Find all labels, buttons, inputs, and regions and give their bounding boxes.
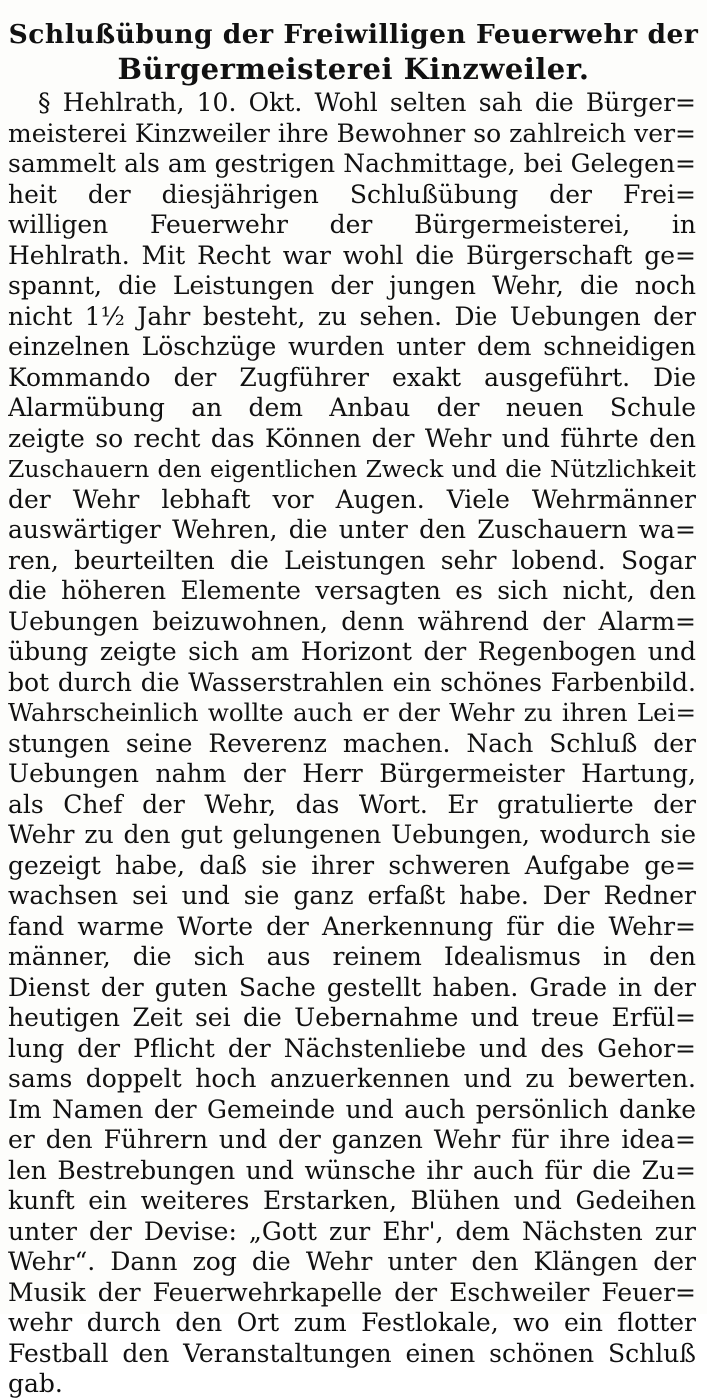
text-line: Uebungen beizuwohnen, denn während der Alarm=	[8, 606, 696, 636]
text-line: Kommando der Zugführer exakt ausgeführt. Die	[8, 362, 696, 392]
headline-line-2: Bürgermeisterei Kinzweiler.	[117, 52, 590, 86]
headline-line-1: Schlußübung der Freiwilligen Feuerwehr der	[8, 19, 699, 50]
text-line: fand warme Worte der Anerkennung für die Wehr=	[8, 911, 696, 941]
text-line: unter der Devise: „Gott zur Ehr', dem Nächsten zur	[8, 1216, 696, 1246]
text-line: § Hehlrath, 10. Okt. Wohl selten sah die Bürger=	[38, 88, 696, 117]
text-line: ren, beurteilten die Leistungen sehr lobend. Sogar	[8, 545, 696, 575]
text-line: die höheren Elemente versagten es sich nicht, den	[8, 576, 696, 605]
text-line: heutigen Zeit sei die Uebernahme und treue Erfül=	[8, 1003, 696, 1032]
text-line: stungen seine Reverenz machen. Nach Schluß der	[8, 728, 696, 758]
text-line: Wahrscheinlich wollte auch er der Wehr zu ihren Lei=	[8, 698, 696, 727]
text-line: Uebungen nahm der Herr Bürgermeister Hartung,	[8, 759, 696, 788]
text-line: len Bestrebungen und wünsche ihr auch für die Zu=	[8, 1155, 696, 1185]
text-line: wachsen sei und sie ganz erfaßt habe. Der Redner	[8, 881, 696, 910]
text-line: Im Namen der Gemeinde und auch persönlich danke	[8, 1094, 696, 1124]
text-line: heit der diesjährigen Schlußübung der Frei=	[8, 179, 696, 209]
text-line: Dienst der guten Sache gestellt haben. Grade in der	[8, 972, 696, 1002]
text-line: zeigte so recht das Können der Wehr und führte den	[8, 423, 696, 453]
text-line: kunft ein weiteres Erstarken, Blühen und Gedeihen	[8, 1186, 696, 1215]
text-line: Alarmübung an dem Anbau der neuen Schule	[8, 393, 696, 422]
text-line: übung zeigte sich am Horizont der Regenbogen und	[8, 637, 696, 666]
text-line: einzelnen Löschzüge wurden unter dem schneidigen	[8, 332, 696, 361]
text-line: Wehr“. Dann zog die Wehr unter den Klängen der	[8, 1247, 696, 1276]
text-line: er den Führern und der ganzen Wehr für ihre idea=	[8, 1125, 696, 1154]
text-line: nicht 1½ Jahr besteht, zu sehen. Die Uebungen der	[8, 301, 696, 331]
text-line: Hehlrath. Mit Recht war wohl die Bürgerschaft ge=	[8, 240, 696, 270]
text-line: männer, die sich aus reinem Idealismus in den	[8, 942, 696, 971]
text-line: Festball den Veranstaltungen einen schönen Schluß	[8, 1338, 696, 1368]
text-line: bot durch die Wasserstrahlen ein schönes Farbenbild.	[8, 667, 696, 697]
text-line: spannt, die Leistungen der jungen Wehr, die noch	[8, 271, 696, 300]
text-line: sammelt als am gestrigen Nachmittage, bei Gelegen=	[8, 149, 696, 178]
text-line: meisterei Kinzweiler ihre Bewohner so zahlreich ver=	[8, 118, 696, 148]
text-line: auswärtiger Wehren, die unter den Zuschauern wa=	[8, 515, 696, 544]
text-line: der Wehr lebhaft vor Augen. Viele Wehrmänner	[8, 484, 696, 514]
text-line: als Chef der Wehr, das Wort. Er gratulierte der	[8, 789, 696, 819]
text-line: gezeigt habe, daß sie ihrer schweren Aufgabe ge=	[8, 850, 696, 880]
text-line: wehr durch den Ort zum Festlokale, wo ein flotter	[8, 1308, 696, 1337]
text-line: lung der Pflicht der Nächstenliebe und des Gehor=	[8, 1033, 696, 1063]
article-body	[8, 88, 696, 1400]
text-line: Wehr zu den gut gelungenen Uebungen, wodurch sie	[8, 820, 696, 849]
text-line: sams doppelt hoch anzuerkennen und zu bewerten.	[8, 1064, 696, 1093]
text-line: Zuschauern den eigentlichen Zweck und die Nützlichkeit	[8, 455, 696, 483]
text-line: willigen Feuerwehr der Bürgermeisterei, in	[8, 210, 696, 239]
text-line: gab.	[8, 1369, 63, 1398]
text-line: Musik der Feuerwehrkapelle der Eschweiler Feuer=	[8, 1277, 696, 1307]
